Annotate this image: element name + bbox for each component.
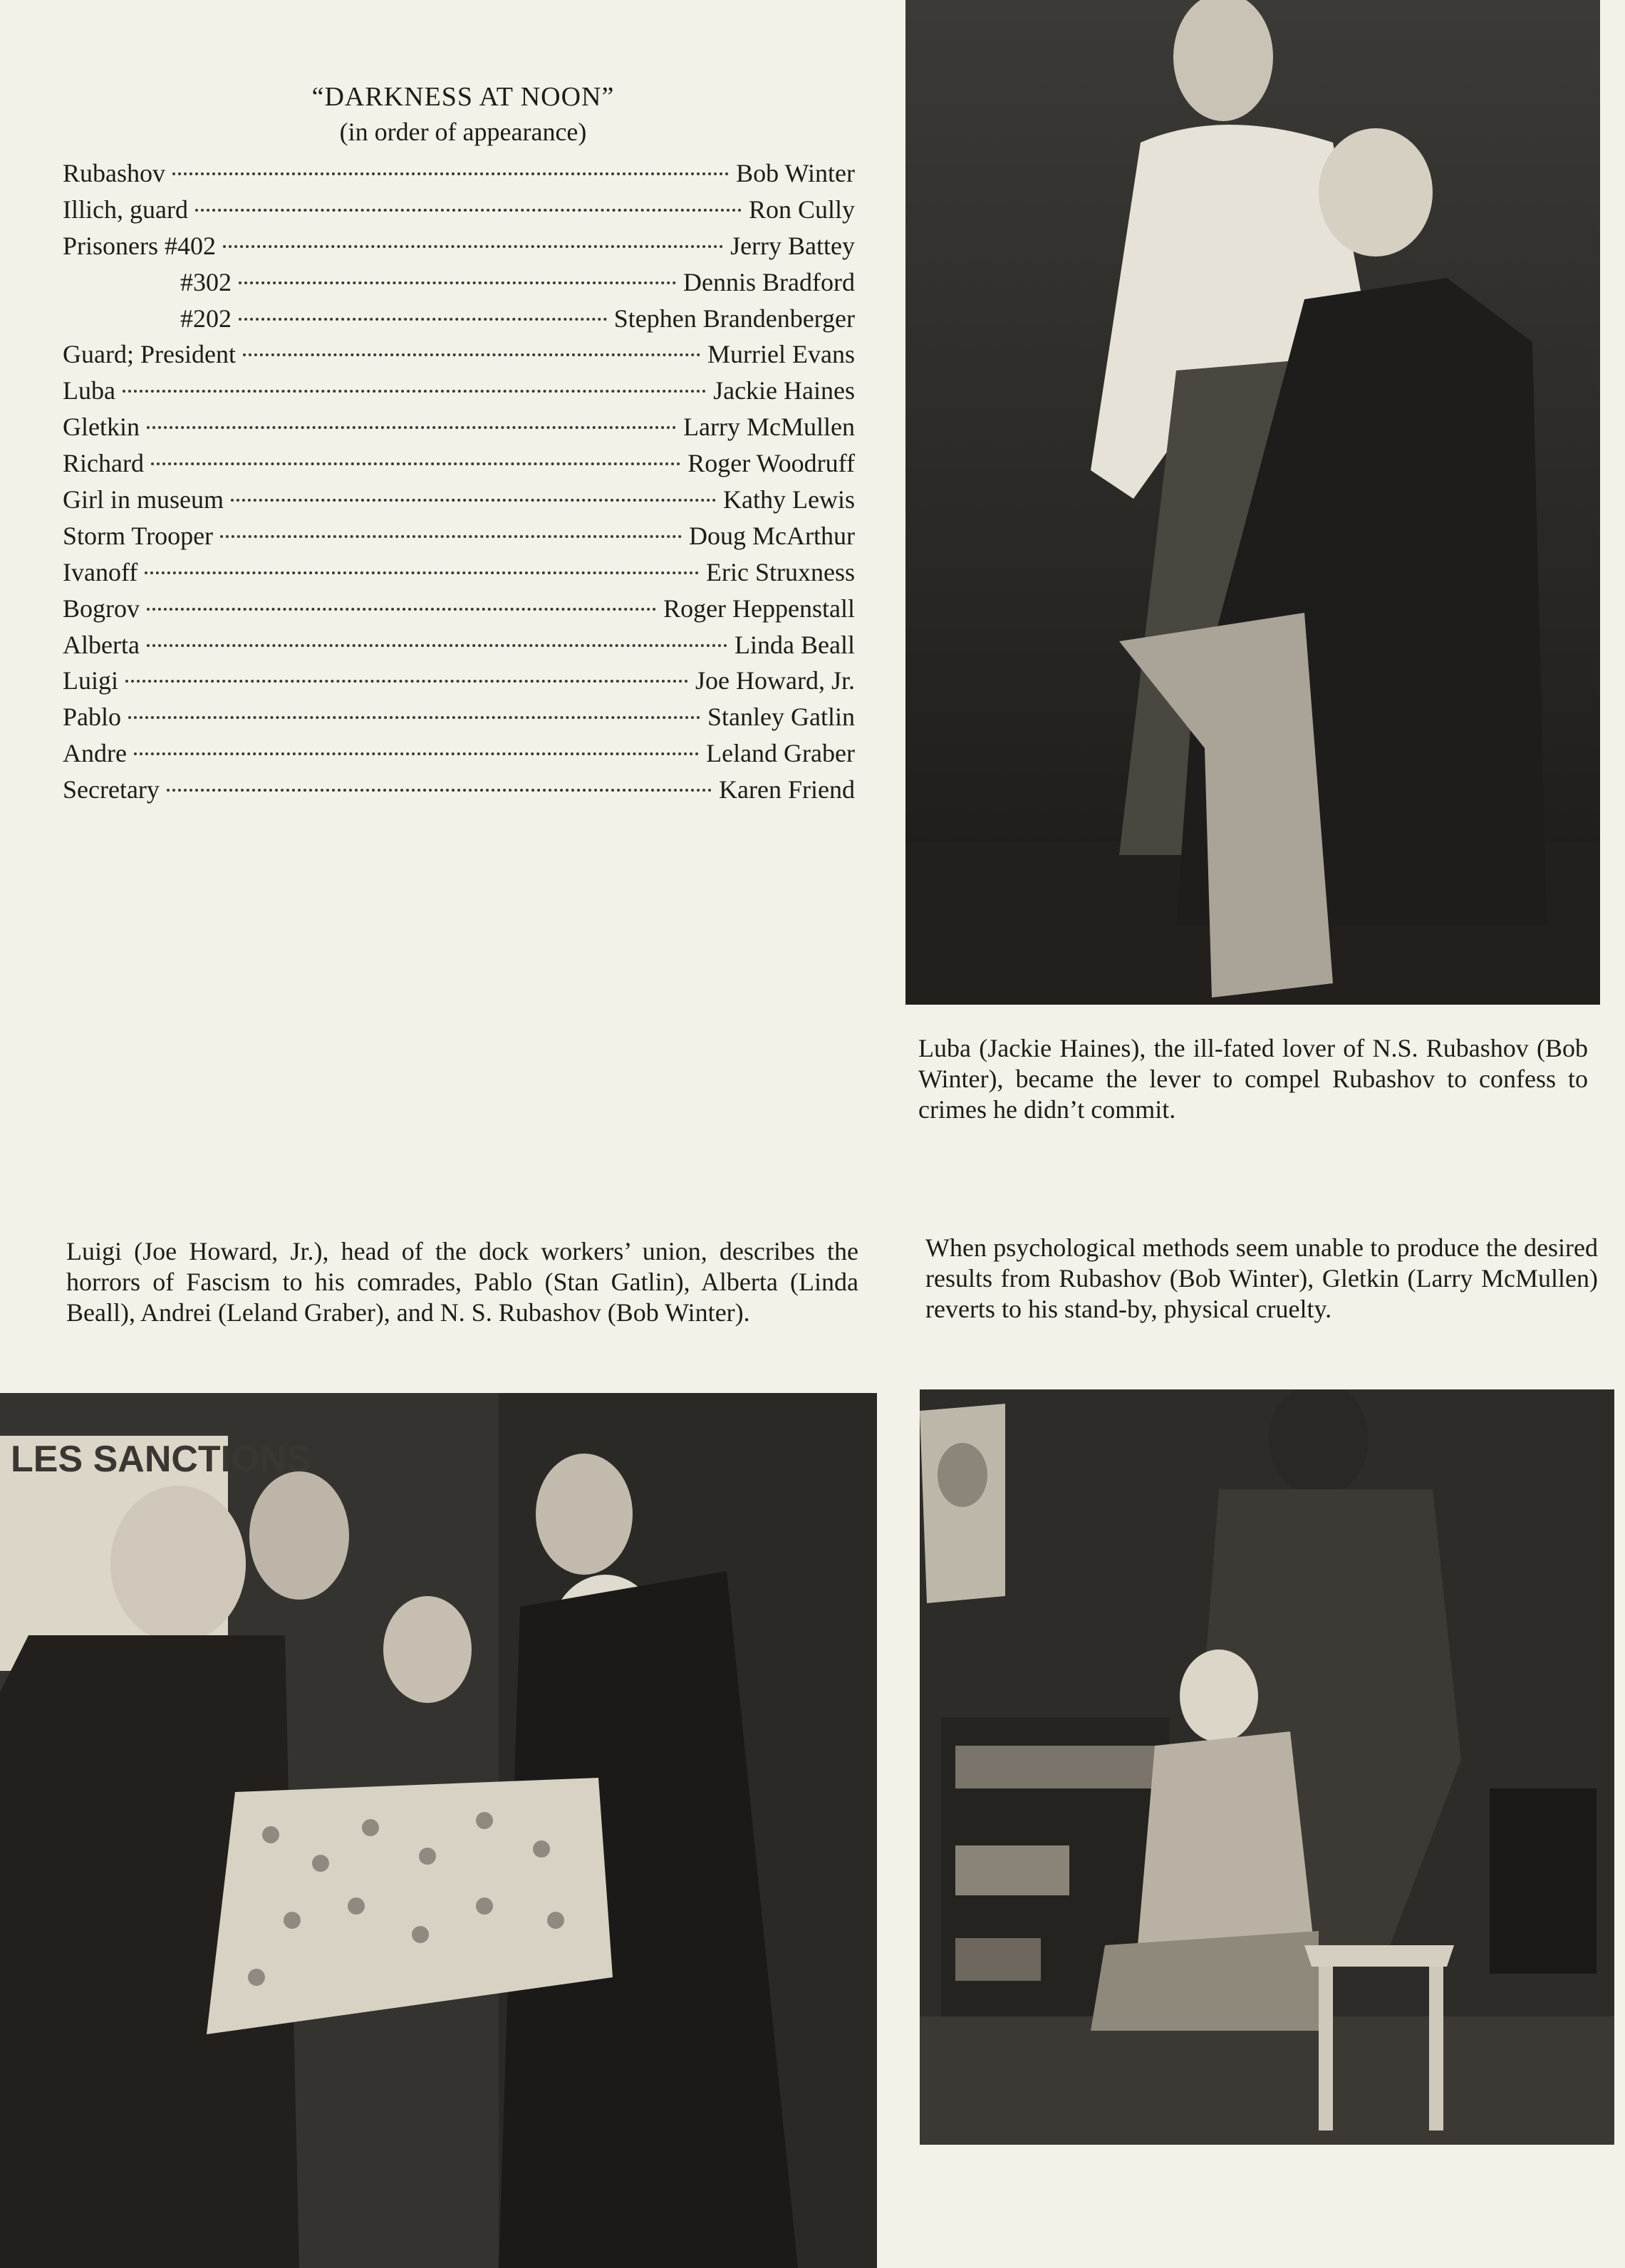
photo-luba-rubashov-illustration (905, 0, 1600, 1005)
cast-list (63, 155, 855, 808)
cast-actor: Ron Cully (748, 195, 855, 224)
cast-role: Girl in museum (63, 485, 224, 514)
cast-actor: Larry McMullen (683, 413, 855, 442)
cast-actor: Murriel Evans (707, 340, 855, 369)
cast-role: #302 (180, 267, 232, 296)
cast-actor: Doug McArthur (689, 521, 855, 550)
cast-role: Pablo (63, 703, 122, 732)
cast-row (63, 627, 855, 663)
cast-actor: Jackie Haines (713, 376, 855, 405)
caption-luba: Luba (Jackie Haines), the ill-fated lover of N.S. Rubashov (Bob Winter), became the lever to compel Rubashov to confess to crimes he didn’t commit. (918, 1034, 1588, 1124)
cast-row (63, 409, 855, 445)
cast-row (63, 772, 855, 808)
photo-luigi-comrades (0, 1393, 877, 2268)
photo-gletkin-rubashov-illustration (920, 1389, 1614, 2145)
cast-actor: Stephen Brandenberger (613, 304, 855, 333)
cast-actor: Joe Howard, Jr. (695, 666, 855, 695)
cast-subtitle: (in order of appearance) (339, 118, 587, 146)
cast-row (63, 301, 855, 337)
cast-row (63, 554, 855, 591)
cast-role: Alberta (63, 630, 140, 659)
cast-role: #202 (180, 304, 232, 333)
play-title: “DARKNESS AT NOON” (311, 82, 615, 112)
cast-role: Luba (63, 376, 115, 405)
cast-row (63, 663, 855, 699)
cast-row (63, 591, 855, 627)
cast-role: Storm Trooper (63, 521, 214, 550)
cast-actor: Linda Beall (734, 630, 855, 659)
cast-row (63, 373, 855, 409)
cast-role: Andre (63, 739, 127, 768)
cast-actor: Eric Struxness (706, 557, 855, 586)
cast-row (63, 228, 855, 264)
cast-role: Prisoners #402 (63, 231, 216, 260)
cast-actor: Karen Friend (719, 775, 855, 804)
cast-actor: Leland Graber (706, 739, 855, 768)
cast-row (63, 735, 855, 772)
cast-row (63, 445, 855, 482)
cast-role: Rubashov (63, 159, 165, 187)
cast-row (63, 336, 855, 373)
cast-row (63, 264, 855, 301)
cast-actor: Dennis Bradford (683, 267, 855, 296)
cast-role: Guard; President (63, 340, 236, 369)
cast-actor: Bob Winter (736, 159, 855, 187)
cast-row (63, 155, 855, 192)
cast-row (63, 518, 855, 554)
cast-role: Richard (63, 449, 144, 478)
cast-actor: Kathy Lewis (723, 485, 855, 514)
cast-role: Illich, guard (63, 195, 188, 224)
cast-row (63, 482, 855, 518)
cast-role: Bogrov (63, 594, 140, 623)
cast-row (63, 699, 855, 735)
cast-actor: Roger Heppenstall (663, 594, 855, 623)
caption-luigi: Luigi (Joe Howard, Jr.), head of the dock workers’ union, describes the horrors of Fascism to his comrades, Pablo (Stan Gatlin), Alberta (Linda Beall), Andrei (Leland Graber), and N. S. Rubashov (Bob Winter). (66, 1237, 858, 1327)
cast-role: Gletkin (63, 413, 140, 442)
cast-actor: Jerry Battey (730, 231, 855, 260)
cast-actor: Roger Woodruff (687, 449, 855, 478)
poster-text: LES SANCTIONS (11, 1439, 311, 1480)
cast-role: Luigi (63, 666, 118, 695)
photo-gletkin-rubashov (920, 1389, 1614, 2145)
caption-gletkin: When psychological methods seem unable to produce the desired results from Rubashov (Bob Winter), Gletkin (Larry McMullen) reverts to his stand-by, physical cruelty. (925, 1233, 1598, 1323)
cast-actor: Stanley Gatlin (707, 703, 855, 732)
cast-row (63, 192, 855, 228)
photo-luigi-comrades-illustration (0, 1393, 877, 2268)
photo-luba-rubashov (905, 0, 1600, 1005)
cast-role: Secretary (63, 775, 160, 804)
cast-role: Ivanoff (63, 557, 138, 586)
